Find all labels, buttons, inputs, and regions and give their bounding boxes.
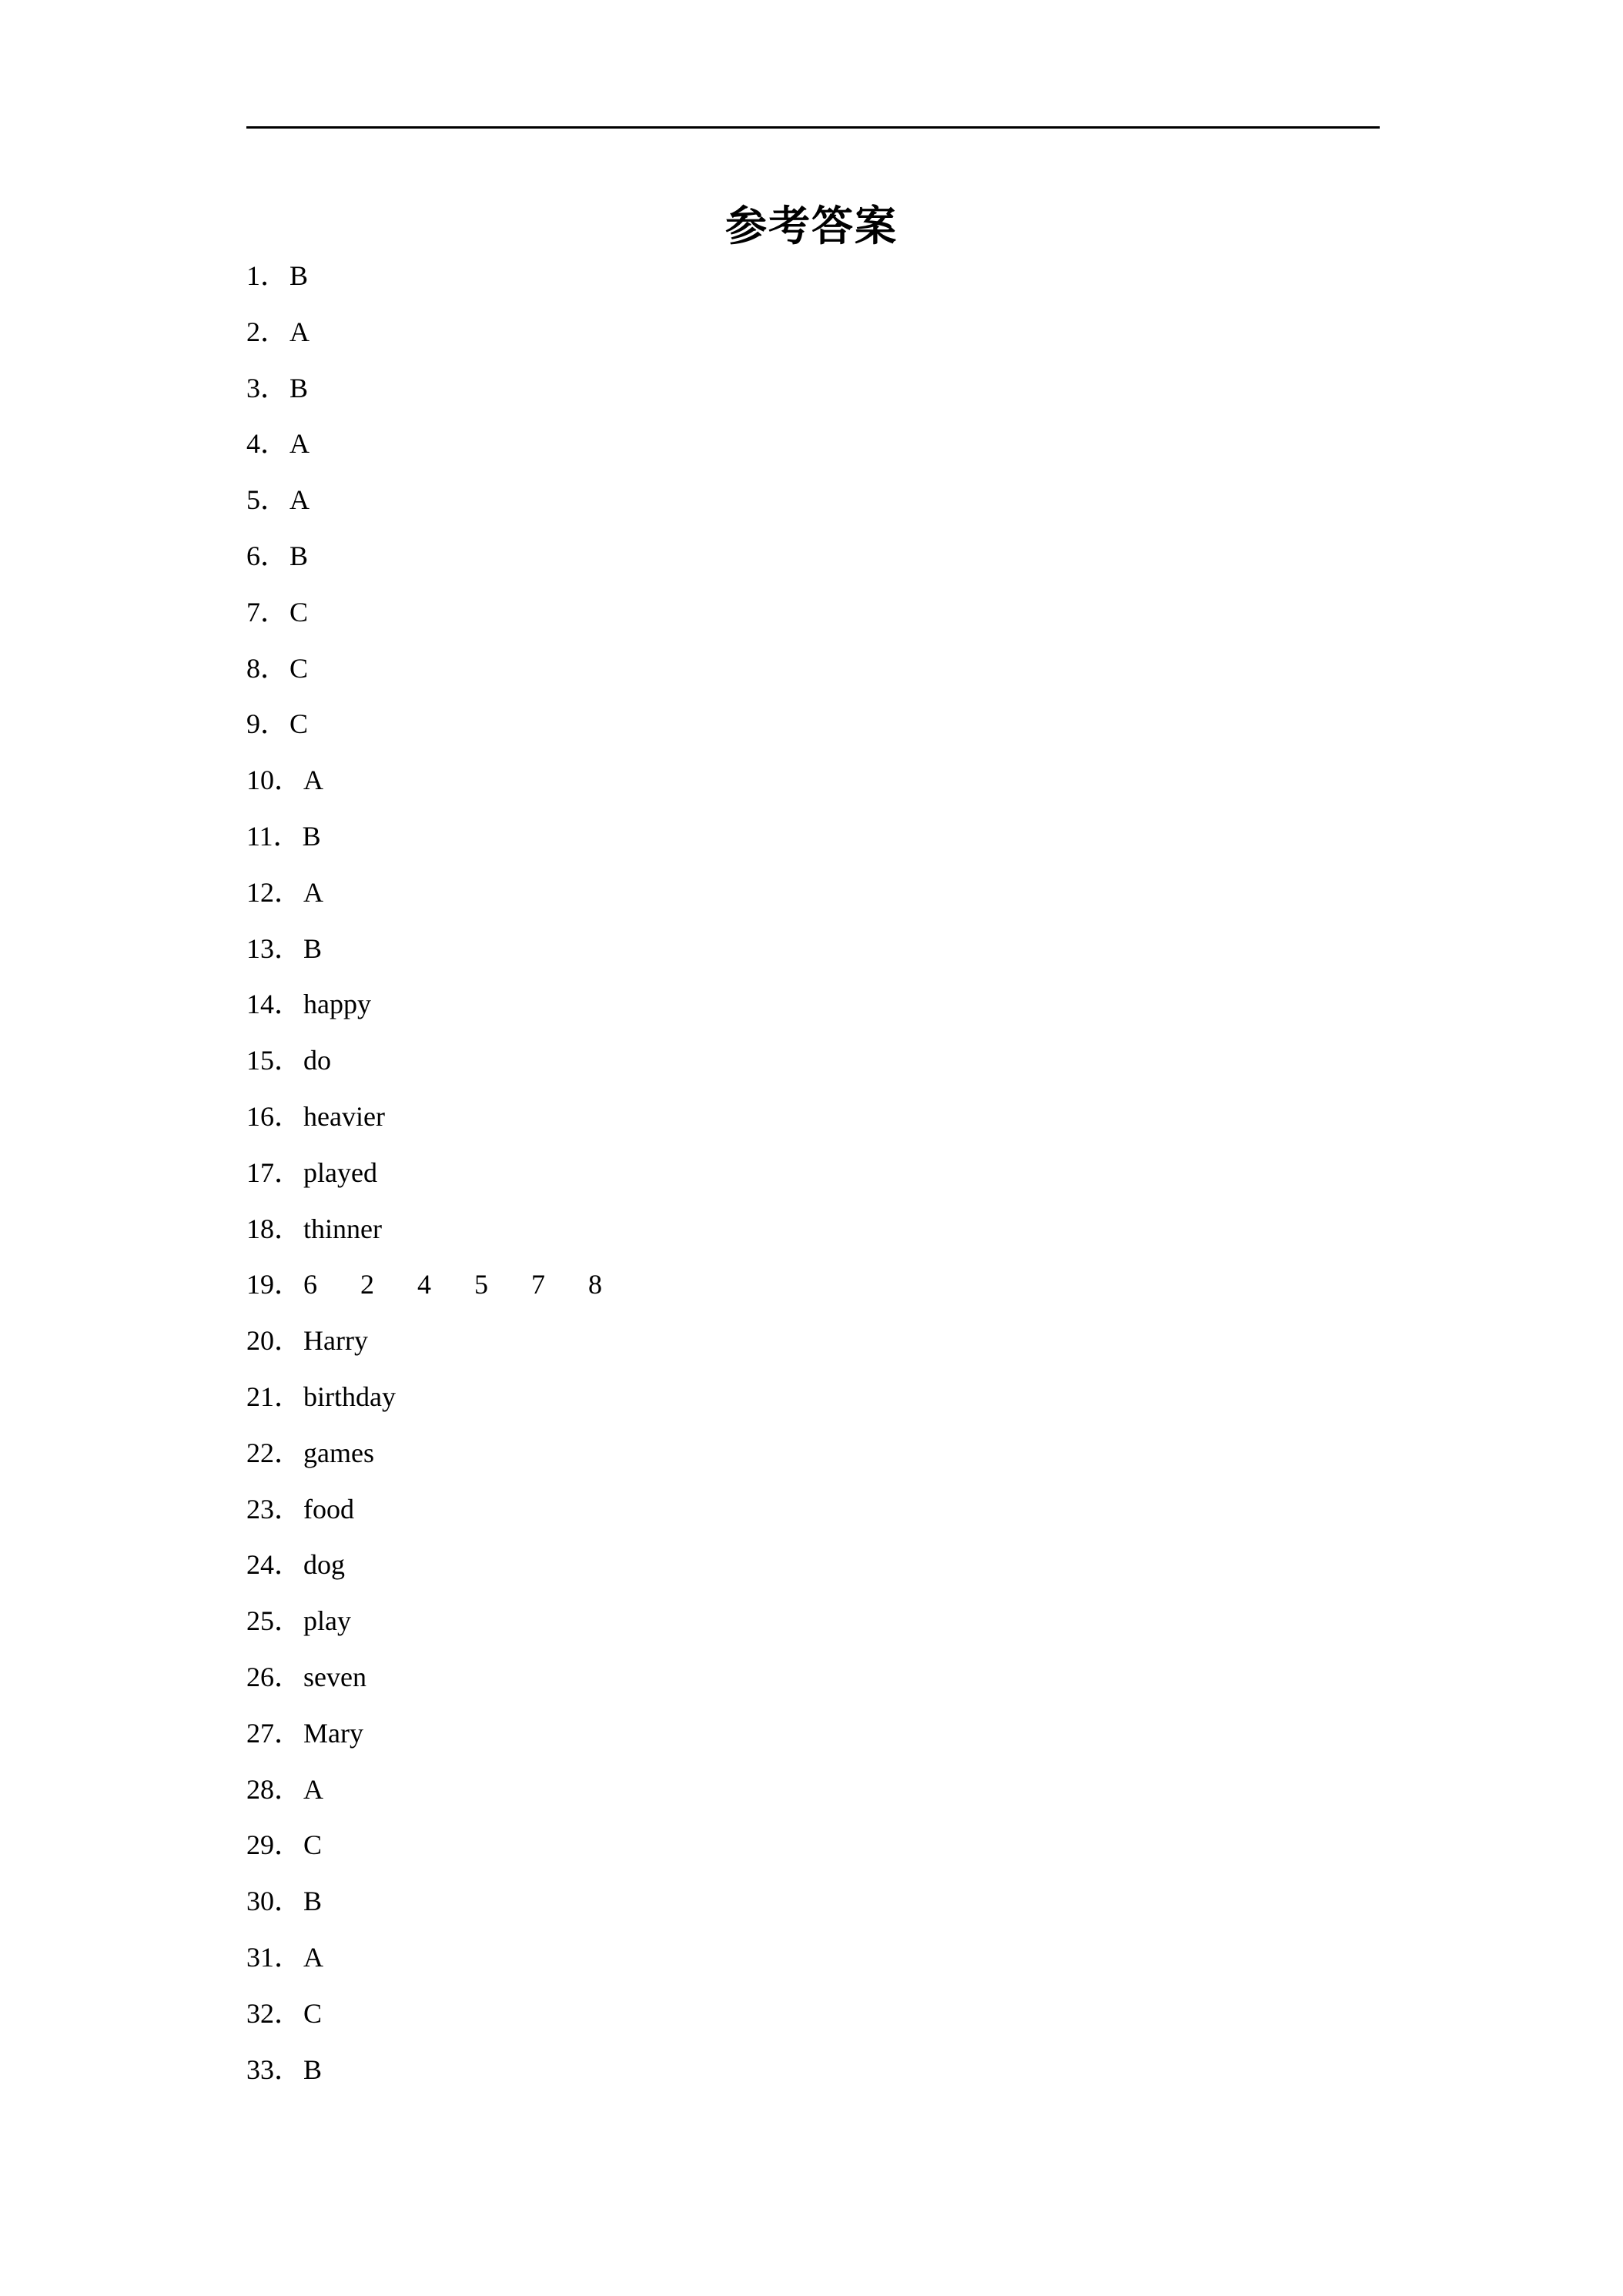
answer-number: 18 [246, 1213, 274, 1244]
answer-separator: ． [260, 708, 289, 740]
answer-separator: ． [274, 1100, 303, 1132]
answer-separator: ． [274, 1997, 303, 2029]
answer-item-28 [246, 1762, 645, 1818]
answer-text: A [289, 428, 310, 460]
answer-separator: ． [274, 1886, 303, 1917]
answer-item-33 [246, 2042, 645, 2098]
answer-number: 5 [246, 484, 260, 516]
answer-text: Harry [303, 1325, 368, 1357]
answer-separator: ． [260, 260, 289, 291]
answer-number: 15 [246, 1045, 274, 1076]
answer-separator: ． [274, 1213, 303, 1244]
answer-text: B [303, 932, 323, 964]
answer-item-20 [246, 1313, 645, 1369]
answer-text: A [303, 1941, 323, 1973]
sequence-value: 8 [588, 1269, 602, 1300]
answer-item-30 [246, 1873, 645, 1930]
sequence-value: 7 [531, 1269, 545, 1300]
answer-separator: ． [274, 1045, 303, 1076]
answer-separator: ． [274, 1325, 303, 1357]
answer-number: 7 [246, 596, 260, 628]
answer-item-13 [246, 921, 645, 977]
answer-list [246, 248, 645, 2097]
answer-number: 11 [246, 820, 273, 852]
answer-text: play [303, 1605, 351, 1637]
sequence-value: 2 [360, 1269, 374, 1300]
answer-separator: ． [260, 652, 289, 684]
answer-item-9 [246, 696, 645, 752]
answer-text: A [303, 876, 323, 908]
answer-number: 22 [246, 1437, 274, 1468]
answer-number: 19 [246, 1269, 274, 1300]
answer-number: 32 [246, 1997, 274, 2029]
answer-number: 31 [246, 1941, 274, 1973]
answer-item-19 [246, 1257, 645, 1313]
answer-separator: ． [274, 1941, 303, 1973]
answer-number: 20 [246, 1325, 274, 1357]
answer-separator: ． [274, 1156, 303, 1188]
answer-separator: ． [274, 1549, 303, 1581]
answer-text: B [289, 540, 309, 571]
answer-item-25 [246, 1593, 645, 1649]
answer-separator: ． [274, 932, 303, 964]
answer-number: 8 [246, 652, 260, 684]
answer-number: 33 [246, 2053, 274, 2085]
sequence-value: 6 [303, 1269, 317, 1300]
answer-number: 21 [246, 1381, 274, 1412]
answer-item-16 [246, 1089, 645, 1145]
answer-separator: ． [274, 1437, 303, 1468]
header-rule [246, 126, 1380, 129]
answer-number: 26 [246, 1661, 274, 1692]
answer-number: 2 [246, 316, 260, 347]
answer-text: games [303, 1437, 374, 1468]
answer-text: B [289, 372, 309, 403]
answer-text: B [303, 2053, 323, 2085]
answer-text: Mary [303, 1717, 363, 1749]
answer-item-18 [246, 1201, 645, 1257]
answer-text: B [303, 1886, 323, 1917]
answer-item-26 [246, 1649, 645, 1705]
answer-text: B [302, 820, 321, 852]
answer-item-11 [246, 808, 645, 865]
answer-separator: ． [274, 1605, 303, 1637]
answer-separator: ． [260, 484, 289, 516]
answer-text: C [303, 1829, 323, 1861]
answer-number: 13 [246, 932, 274, 964]
answer-item-12 [246, 865, 645, 921]
answer-text: C [289, 596, 309, 628]
answer-number: 23 [246, 1493, 274, 1525]
answer-item-27 [246, 1705, 645, 1762]
answer-number: 4 [246, 428, 260, 460]
answer-number: 27 [246, 1717, 274, 1749]
answer-item-23 [246, 1481, 645, 1538]
answer-item-1 [246, 248, 645, 304]
answer-number: 12 [246, 876, 274, 908]
answer-item-5 [246, 472, 645, 528]
answer-sequence [303, 1257, 645, 1313]
answer-text: do [303, 1045, 331, 1076]
answer-separator: ． [274, 1269, 303, 1300]
answer-text: heavier [303, 1100, 385, 1132]
answer-number: 29 [246, 1829, 274, 1861]
answer-number: 3 [246, 372, 260, 403]
answer-number: 30 [246, 1886, 274, 1917]
answer-item-17 [246, 1145, 645, 1201]
answer-text: A [289, 316, 310, 347]
page-title: 参考答案 [725, 202, 898, 250]
answer-item-7 [246, 584, 645, 641]
answer-item-6 [246, 528, 645, 584]
answer-separator: ． [260, 372, 289, 403]
answer-separator: ． [274, 876, 303, 908]
answer-text: dog [303, 1549, 345, 1581]
answer-number: 10 [246, 765, 274, 796]
sequence-value: 4 [417, 1269, 431, 1300]
answer-text: A [289, 484, 310, 516]
answer-item-24 [246, 1537, 645, 1593]
answer-number: 28 [246, 1773, 274, 1805]
answer-separator: ． [274, 1717, 303, 1749]
answer-separator: ． [274, 765, 303, 796]
answer-separator: ． [274, 1829, 303, 1861]
answer-separator: ． [274, 1381, 303, 1412]
answer-separator: ． [260, 540, 289, 571]
answer-text: B [289, 260, 309, 291]
answer-text: C [303, 1997, 323, 2029]
answer-item-22 [246, 1425, 645, 1481]
answer-text: seven [303, 1661, 366, 1692]
answer-item-8 [246, 641, 645, 697]
answer-item-29 [246, 1817, 645, 1873]
answer-number: 9 [246, 708, 260, 740]
answer-item-32 [246, 1986, 645, 2042]
answer-number: 14 [246, 989, 274, 1020]
answer-text: played [303, 1156, 377, 1188]
answer-separator: ． [274, 1661, 303, 1692]
answer-separator: ． [260, 316, 289, 347]
answer-text: thinner [303, 1213, 382, 1244]
answer-number: 17 [246, 1156, 274, 1188]
answer-text: C [289, 652, 309, 684]
answer-number: 16 [246, 1100, 274, 1132]
answer-text: A [303, 765, 323, 796]
answer-item-15 [246, 1033, 645, 1089]
answer-item-2 [246, 304, 645, 360]
answer-separator: ． [274, 989, 303, 1020]
answer-item-31 [246, 1930, 645, 1986]
answer-text: birthday [303, 1381, 396, 1412]
answer-number: 24 [246, 1549, 274, 1581]
answer-item-4 [246, 416, 645, 472]
sequence-value: 5 [474, 1269, 488, 1300]
answer-separator: ． [274, 1493, 303, 1525]
answer-separator: ． [260, 596, 289, 628]
answer-separator: ． [273, 820, 301, 852]
answer-text: A [303, 1773, 323, 1805]
answer-text: happy [303, 989, 371, 1020]
answer-item-10 [246, 752, 645, 808]
answer-separator: ． [274, 1773, 303, 1805]
answer-item-14 [246, 976, 645, 1033]
answer-separator: ． [260, 428, 289, 460]
answer-item-21 [246, 1369, 645, 1425]
answer-number: 6 [246, 540, 260, 571]
answer-number: 25 [246, 1605, 274, 1637]
answer-separator: ． [274, 2053, 303, 2085]
answer-item-3 [246, 360, 645, 417]
answer-text: C [289, 708, 309, 740]
answer-number: 1 [246, 260, 260, 291]
answer-text: food [303, 1493, 354, 1525]
